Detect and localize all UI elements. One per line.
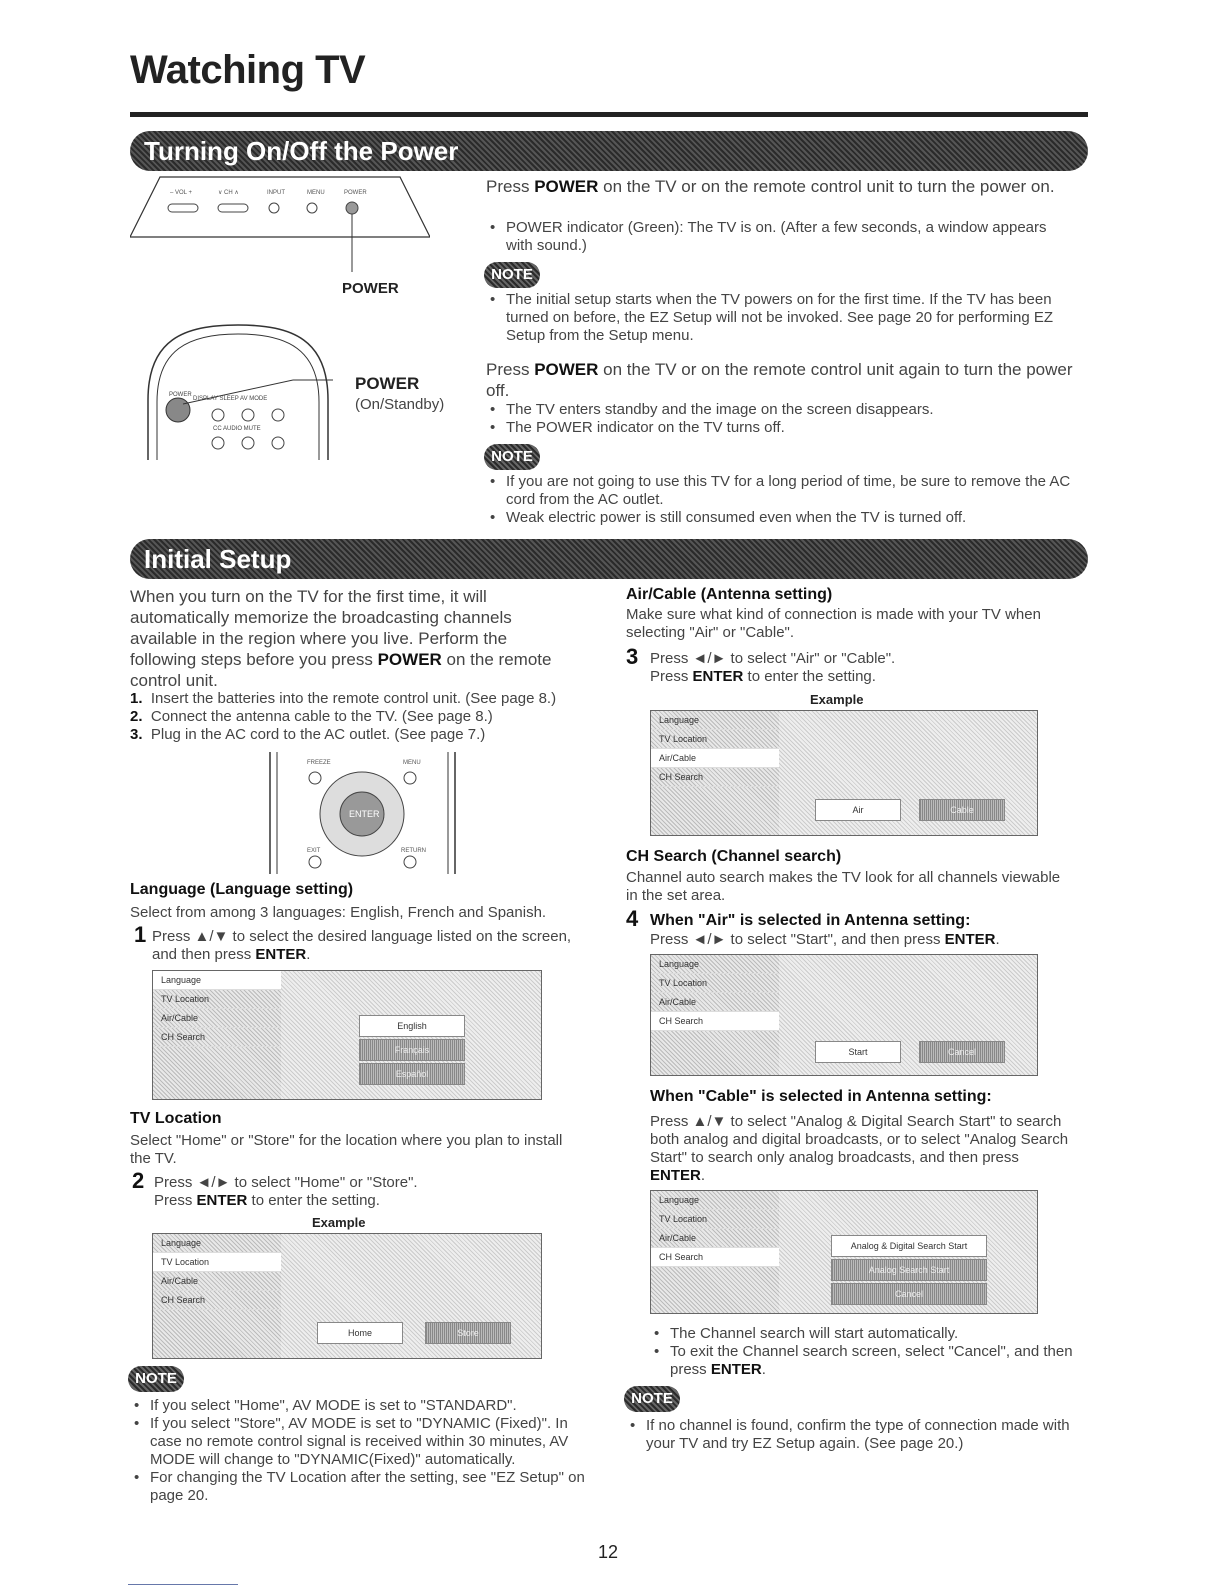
ch-search-cable-step: Press ▲/▼ to select "Analog & Digital Search Start" to search both analog and digital broadcasts, or to select "Analog Search Start" to search only analog broadcasts, and then press ENTER. bbox=[650, 1113, 1069, 1184]
setup-intro: When you turn on the TV for the first time, it will automatically memorize the broadcasting channels available in the region where you live. Perform the following steps before you press POWER on the remote control unit. bbox=[130, 587, 552, 690]
language-heading: Language (Language setting) bbox=[130, 881, 354, 898]
svg-text:– VOL +: – VOL + bbox=[170, 190, 192, 196]
tv-location-menu-screen bbox=[152, 1233, 542, 1359]
svg-text:DISPLAY SLEEP AV MODE: DISPLAY SLEEP AV MODE bbox=[193, 396, 268, 402]
option-francais[interactable]: Français bbox=[359, 1039, 465, 1061]
note-icon-1: NOTE bbox=[484, 262, 540, 288]
ch-search-bullets bbox=[650, 1325, 1080, 1379]
menu-item: Language bbox=[651, 955, 779, 974]
note-icon-4: NOTE bbox=[624, 1386, 680, 1412]
menu-item: Air/Cable bbox=[651, 1229, 779, 1248]
setup-steps bbox=[130, 690, 590, 744]
note-2-item-2: • Weak electric power is still consumed even when the TV is turned off. bbox=[486, 509, 1086, 527]
note-2-list bbox=[486, 473, 1086, 527]
power-on-lead: Press POWER on the TV or on the remote control unit to turn the power on. bbox=[486, 177, 1055, 196]
option-analog-search[interactable]: Analog Search Start bbox=[831, 1259, 987, 1281]
menu-item: CH Search bbox=[153, 1291, 281, 1310]
option-cable-cancel[interactable]: Cancel bbox=[831, 1283, 987, 1305]
tv-panel-figure bbox=[130, 172, 430, 297]
menu-item: Air/Cable bbox=[651, 749, 779, 768]
air-cable-example-label: Example bbox=[810, 692, 864, 707]
menu-item: Language bbox=[651, 711, 779, 730]
note-left-item-3: • For changing the TV Location after the setting, see "EZ Setup" on page 20. bbox=[130, 1469, 590, 1505]
air-cable-desc: Make sure what kind of connection is made with your TV when selecting "Air" or "Cable". bbox=[626, 606, 1041, 641]
option-cancel[interactable]: Cancel bbox=[919, 1041, 1005, 1063]
section-band-setup: Initial Setup bbox=[130, 539, 1088, 579]
note-2-item-1: • If you are not going to use this TV for a long period of time, be sure to remove the AC cord from the AC outlet. bbox=[486, 473, 1086, 509]
ch-search-bullet-1: • The Channel search will start automatically. bbox=[650, 1325, 1080, 1343]
option-home[interactable]: Home bbox=[317, 1322, 403, 1344]
page-title: Watching TV bbox=[130, 48, 366, 92]
air-cable-heading: Air/Cable (Antenna setting) bbox=[626, 586, 833, 603]
tv-location-step: Press ◄/► to select "Home" or "Store". Press ENTER to enter the setting. bbox=[154, 1174, 418, 1209]
power-off-bullet-1: • The TV enters standby and the image on the screen disappears. bbox=[486, 401, 1076, 419]
menu-item: Air/Cable bbox=[153, 1272, 281, 1291]
note-right-list bbox=[626, 1417, 1086, 1453]
ch-search-bullet-2: • To exit the Channel search screen, select "Cancel", and then press ENTER. bbox=[650, 1343, 1080, 1379]
tv-location-example-label: Example bbox=[312, 1215, 366, 1230]
svg-text:RETURN: RETURN bbox=[401, 848, 426, 854]
svg-text:∨ CH ∧: ∨ CH ∧ bbox=[218, 190, 239, 196]
air-cable-step: Press ◄/► to select "Air" or "Cable". Press ENTER to enter the setting. bbox=[650, 650, 896, 685]
svg-text:MENU: MENU bbox=[403, 760, 421, 766]
svg-text:ENTER: ENTER bbox=[349, 809, 380, 819]
note-right-item: • If no channel is found, confirm the type of connection made with your TV and try EZ Setup again. (See page 20.) bbox=[626, 1417, 1086, 1453]
note-left-list bbox=[130, 1397, 590, 1505]
menu-item: TV Location bbox=[651, 974, 779, 993]
svg-text:POWER: POWER bbox=[344, 190, 367, 196]
menu-item: CH Search bbox=[651, 1248, 779, 1267]
setup-step-3: 3. Plug in the AC cord to the AC outlet. (See page 7.) bbox=[130, 726, 486, 743]
tv-location-heading: TV Location bbox=[130, 1110, 222, 1127]
remote-figure bbox=[143, 320, 333, 460]
menu-item: CH Search bbox=[651, 768, 779, 787]
language-desc: Select from among 3 languages: English, French and Spanish. bbox=[130, 904, 547, 921]
power-on-bullets bbox=[486, 219, 1066, 255]
ch-search-air-step: Press ◄/► to select "Start", and then press ENTER. bbox=[650, 931, 1000, 948]
power-off-bullet-2: • The POWER indicator on the TV turns off. bbox=[486, 419, 1076, 437]
title-rule bbox=[130, 112, 1088, 117]
menu-item: Air/Cable bbox=[651, 993, 779, 1012]
menu-item: TV Location bbox=[153, 990, 281, 1009]
note-1-list bbox=[486, 291, 1076, 345]
note-icon-3: NOTE bbox=[128, 1366, 184, 1392]
setup-step-1: 1. Insert the batteries into the remote control unit. (See page 8.) bbox=[130, 690, 557, 707]
menu-item: Language bbox=[153, 1234, 281, 1253]
step-number-2: 2 bbox=[132, 1168, 145, 1193]
note-icon-2: NOTE bbox=[484, 444, 540, 470]
menu-item: Air/Cable bbox=[153, 1009, 281, 1028]
section-band-power: Turning On/Off the Power bbox=[130, 131, 1088, 171]
tv-location-desc: Select "Home" or "Store" for the location where you plan to install the TV. bbox=[130, 1132, 563, 1167]
ch-search-desc: Channel auto search makes the TV look for all channels viewable in the set area. bbox=[626, 869, 1061, 904]
svg-text:EXIT: EXIT bbox=[307, 848, 321, 854]
svg-text:MENU: MENU bbox=[307, 190, 325, 196]
menu-item: TV Location bbox=[651, 730, 779, 749]
menu-item: Language bbox=[153, 971, 281, 990]
menu-item: CH Search bbox=[651, 1012, 779, 1031]
remote-dpad-figure bbox=[265, 752, 460, 874]
note-left-item-1: • If you select "Home", AV MODE is set to "STANDARD". bbox=[130, 1397, 590, 1415]
option-english[interactable]: English bbox=[359, 1015, 465, 1037]
option-analog-digital-search[interactable]: Analog & Digital Search Start bbox=[831, 1235, 987, 1257]
power-on-bullet: • POWER indicator (Green): The TV is on. (After a few seconds, a window appears with sound.) bbox=[486, 219, 1066, 255]
option-store[interactable]: Store bbox=[425, 1322, 511, 1344]
language-step: Press ▲/▼ to select the desired language listed on the screen, and then press ENTER. bbox=[152, 928, 572, 963]
ch-search-air-heading: When "Air" is selected in Antenna setting: bbox=[650, 912, 971, 929]
page-number: 12 bbox=[598, 1542, 619, 1562]
remote-power-callout: POWER bbox=[355, 374, 420, 393]
option-start[interactable]: Start bbox=[815, 1041, 901, 1063]
power-off-lead: Press POWER on the TV or on the remote control unit again to turn the power off. bbox=[486, 360, 1073, 400]
tv-power-callout: POWER bbox=[342, 280, 399, 297]
language-menu-screen bbox=[152, 970, 542, 1100]
power-off-bullets bbox=[486, 401, 1076, 437]
svg-text:INPUT: INPUT bbox=[267, 190, 285, 196]
step-number-3: 3 bbox=[626, 644, 639, 669]
svg-text:POWER: POWER bbox=[169, 392, 192, 398]
option-cable[interactable]: Cable bbox=[919, 799, 1005, 821]
ch-search-heading: CH Search (Channel search) bbox=[626, 848, 842, 865]
menu-item: TV Location bbox=[651, 1210, 779, 1229]
note-1-item: • The initial setup starts when the TV powers on for the first time. If the TV has been turned on before, the EZ Setup will not be invoked. See page 20 for performing EZ Setup from the Setup menu. bbox=[486, 291, 1076, 345]
svg-text:CC AUDIO MUTE: CC AUDIO MUTE bbox=[213, 426, 261, 432]
menu-item: Language bbox=[651, 1191, 779, 1210]
option-espanol[interactable]: Español bbox=[359, 1063, 465, 1085]
step-number-1: 1 bbox=[134, 922, 147, 947]
ch-search-cable-menu-screen bbox=[650, 1190, 1038, 1314]
air-cable-menu-screen bbox=[650, 710, 1038, 836]
remote-power-callout-sub: (On/Standby) bbox=[355, 396, 445, 413]
ch-search-air-menu-screen bbox=[650, 954, 1038, 1076]
ch-search-cable-heading: When "Cable" is selected in Antenna setting: bbox=[650, 1088, 992, 1105]
step-number-4: 4 bbox=[626, 906, 639, 931]
menu-item: TV Location bbox=[153, 1253, 281, 1272]
setup-step-2: 2. Connect the antenna cable to the TV. (See page 8.) bbox=[130, 708, 493, 725]
svg-text:FREEZE: FREEZE bbox=[307, 760, 331, 766]
menu-item: CH Search bbox=[153, 1028, 281, 1047]
note-left-item-2: • If you select "Store", AV MODE is set to "DYNAMIC (Fixed)". In case no remote control signal is received within 30 minutes, AV MODE will change to "DYNAMIC(Fixed)" automatically. bbox=[130, 1415, 590, 1469]
option-air[interactable]: Air bbox=[815, 799, 901, 821]
